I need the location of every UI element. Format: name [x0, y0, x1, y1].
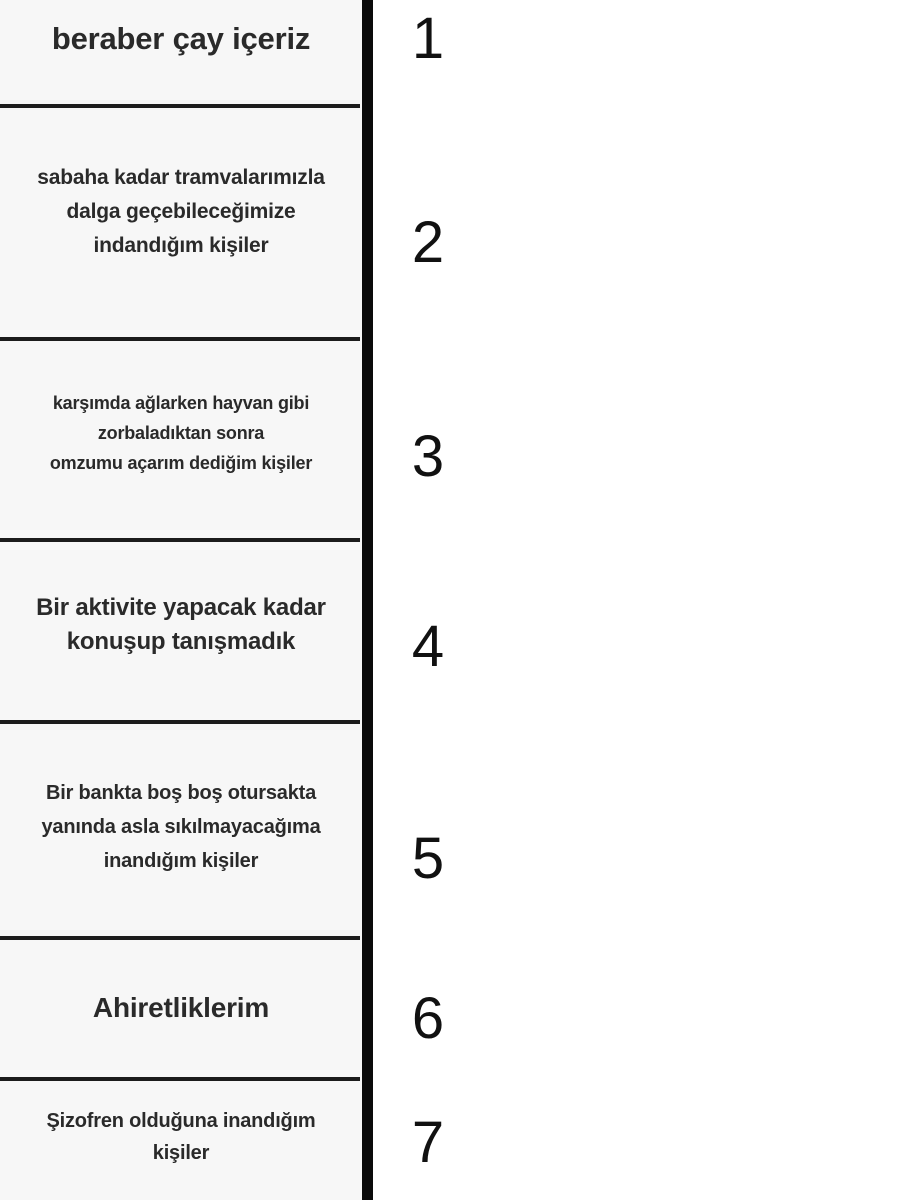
tier-label-3: karşımda ağlarken hayvan gibi zorbaladıktan sonra omzumu açarım dediğim kişiler	[49, 393, 313, 473]
tier-row-7	[0, 1081, 362, 1200]
rank-number-7: 7	[411, 1110, 445, 1175]
tier-label-5: Bir bankta boş boş otursakta yanında asla sıkılmayacağıma inandığım kişiler	[41, 782, 321, 872]
rank-number-2: 2	[411, 210, 445, 275]
rank-number-4: 4	[411, 614, 445, 679]
tier-row-1	[0, 0, 362, 105]
tier-label-panel	[0, 0, 362, 1200]
tier-row-5	[0, 724, 362, 936]
tier-row-2	[0, 108, 362, 338]
tier-row-4	[0, 542, 362, 720]
rank-number-6: 6	[411, 986, 445, 1051]
tier-label-1: beraber çay içeriz	[51, 20, 311, 56]
tier-label-6: Ahiretliklerim	[92, 991, 270, 1023]
tier-label-2: sabaha kadar tramvalarımızla dalga geçebileceğimize indandığım kişiler	[37, 166, 325, 257]
tier-row-6	[0, 940, 362, 1077]
tier-row-3	[0, 341, 362, 539]
rank-number-3: 3	[411, 424, 445, 489]
vertical-divider-bar	[362, 0, 373, 1200]
tier-label-7: Şizofren olduğuna inandığım kişiler	[46, 1109, 316, 1164]
rank-number-5: 5	[411, 826, 445, 891]
tier-label-4: Bir aktivite yapacak kadar konuşup tanışmadık	[36, 594, 326, 655]
rank-number-1: 1	[411, 6, 445, 71]
